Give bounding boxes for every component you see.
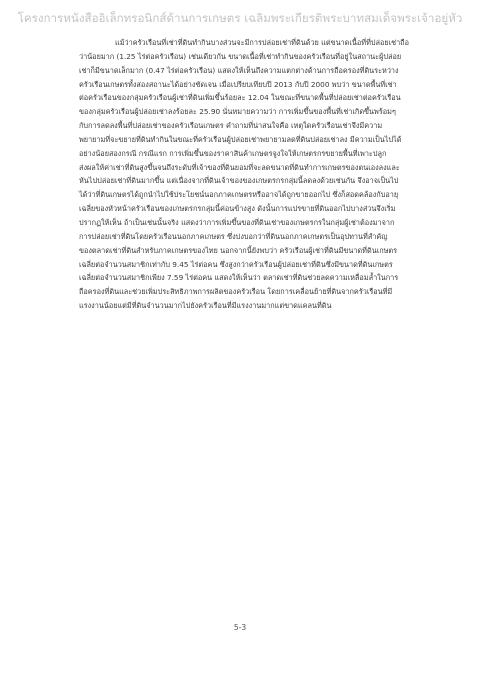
paragraph-line: เช่าก็มีขนาดเล็กมาก (0.47 ไร่ต่อครัวเรือน) แสดงให้เห็นถึงความแตกต่างด้านการถือครองที่ดินระหว่าง — [79, 65, 399, 75]
paragraph-line: เฉลี่ยต่อจำนวนสมาชิกเท่ากับ 9.45 ไร่ต่อคน ซึ่งสูงกว่าครัวเรือนผู้ปล่อยเช่าที่ดินซึ่งมีขนาดที่ดินเกษตร — [79, 259, 393, 269]
paragraph-line: หันไปปล่อยเช่าที่ดินมากขึ้น แต่เนื่องจากที่ดินเจ้าของของเกษตรกรกลุ่มนี้ลดลงด้วยเช่นกัน จึงอาจเป็นไป — [79, 176, 399, 186]
paragraph-line: ส่งผลให้ค่าเช่าที่ดินสูงขึ้นจนถึงระดับที่เจ้าของที่ดินยอมที่จะลดขนาดที่ดินทำการเกษตรของตนเองลงและ — [79, 162, 400, 172]
paragraph-line: แม้ว่าครัวเรือนที่เช่าที่ดินทำกินบางส่วนจะมีการปล่อยเช่าที่ดินด้วย แต่ขนาดเนื้อที่ที่ปล่อยเช่าถือ — [115, 38, 409, 47]
paragraph-line: ของกลุ่มครัวเรือนผู้ปล่อยเช่าลงร้อยละ 25.90 นั่นหมายความว่า การเพิ่มขึ้นของพื้นที่เช่าเกิดขึ้นพร้อมๆ — [79, 107, 396, 117]
paragraph-line: ว่าน้อยมาก (1.25 ไร่ต่อครัวเรือน) เช่นเดียวกัน ขนาดเนื้อที่เช่าทำกินของครัวเรือนที่อยู่ในสถานะผู้ปล่อย — [79, 51, 402, 61]
paragraph-line: ครัวเรือนเกษตรทั้งสองสถานะได้อย่างชัดเจน เมื่อเปรียบเทียบปี 2013 กับปี 2000 พบว่า ขนาดพื้นที่เช่า — [79, 79, 397, 89]
paragraph-line: กับการลดลงพื้นที่ปล่อยเช่าของครัวเรือนเกษตร คำถามที่น่าสนใจคือ เหตุใดครัวเรือนเช่าจึงมีความ — [79, 121, 383, 131]
paragraph-line: อย่างน้อยสองกรณี กรณีแรก การเพิ่มขึ้นของราคาสินค้าเกษตรจูงใจให้เกษตรกรขยายพื้นที่เพาะปลูก — [79, 148, 387, 158]
paragraph-line: พยายามที่จะขยายที่ดินทำกินในขณะที่ครัวเรือนผู้ปล่อยเช่าพยายามลดที่ดินปล่อยเช่าลง มีความเป็นไปได้ — [79, 134, 402, 144]
paragraph-line: ของตลาดเช่าที่ดินสำหรับภาคเกษตรของไทย นอกจากนี้ยังพบว่า ครัวเรือนผู้เช่าที่ดินมีขนาดที่ดินเกษตร — [79, 245, 398, 255]
page-number: 5-3 — [233, 623, 247, 632]
paragraph-line: เฉลี่ยต่อจำนวนสมาชิกเพียง 7.59 ไร่ต่อคน แสดงให้เห็นว่า ตลาดเช่าที่ดินช่วยลดความเหลื่อมล้ำในการ — [79, 273, 399, 283]
body-paragraph — [79, 36, 407, 313]
running-header: โครงการหนังสืออิเล็กทรอนิกส์ด้านการเกษตร เฉลิมพระเกียรติพระบาทสมเด็จพระเจ้าอยู่หัว — [17, 11, 463, 25]
paragraph-line: ต่อครัวเรือนของกลุ่มครัวเรือนผู้เช่าที่ดินเพิ่มขึ้นร้อยละ 12.04 ในขณะที่ขนาดพื้นที่ปล่อยเช่าต่อครัวเรือน — [79, 93, 401, 103]
paragraph-line: ได้ว่าที่ดินเกษตรได้ถูกนำไปใช้ประโยชน์นอกภาคเกษตรหรืออาจได้ถูกขายออกไป ซึ่งก็สอดคล้องกับอายุ — [79, 190, 399, 200]
paragraph-line: การปล่อยเช่าที่ดินโดยครัวเรือนนอกภาคเกษตร ซึ่งบ่งบอกว่าที่ดินนอกภาคเกษตรเป็นอุปทานที่สำคัญ — [79, 231, 388, 241]
paragraph-line: ปรากฏให้เห็น ถ้าเป็นเช่นนั้นจริง แสดงว่าการเพิ่มขึ้นของที่ดินเช่าของเกษตรกรในกลุ่มผู้เช่าต้องมาจาก — [79, 217, 395, 227]
paragraph-line: แรงงานน้อยแต่มีที่ดินจำนวนมากไปยังครัวเรือนที่มีแรงงานมากแต่ขาดแคลนที่ดิน — [79, 301, 332, 311]
paragraph-line: เฉลี่ยของหัวหน้าครัวเรือนของเกษตรกรกลุ่มนี้ค่อนข้างสูง ดังนั้นการแปรขายที่ดินออกไปบางส่วนจึงเริ่ม — [79, 204, 396, 214]
paragraph-line: ถือครองที่ดินและช่วยเพิ่มประสิทธิภาพการผลิตของครัวเรือน โดยการเคลื่อนย้ายที่ดินจากครัวเรือนที่มี — [79, 287, 393, 297]
